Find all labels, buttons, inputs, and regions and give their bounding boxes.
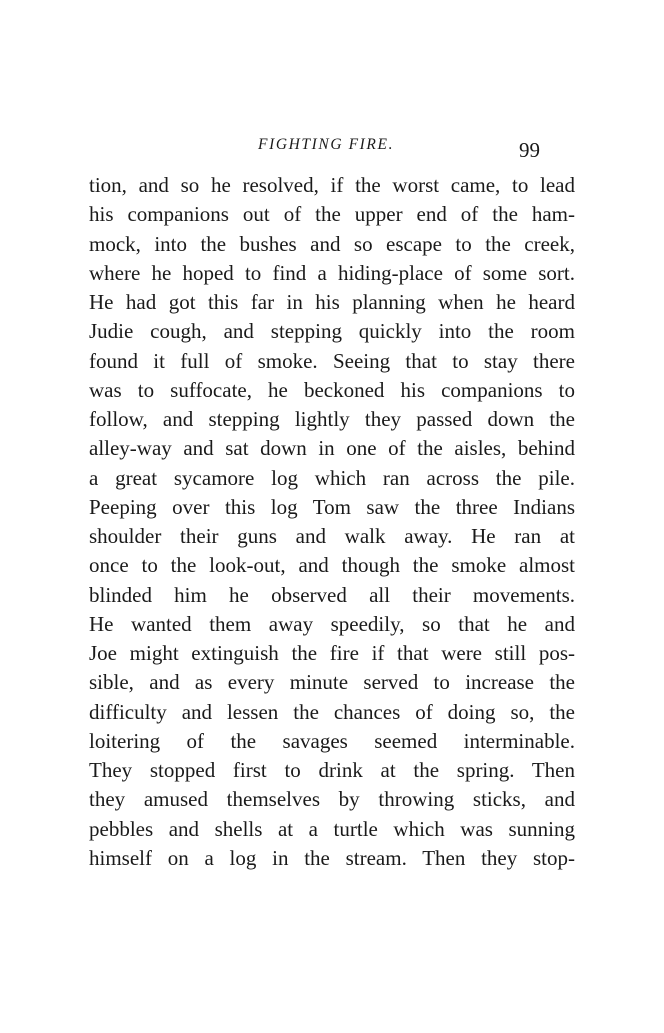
text-line: follow, and stepping lightly they passed down the bbox=[89, 407, 575, 431]
text-line: sible, and as every minute served to increase the bbox=[89, 670, 575, 695]
text-line: He wanted them away speedily, so that he and bbox=[89, 611, 575, 636]
text-line: Joe might extinguish the fire if that were still pos- bbox=[89, 641, 575, 665]
text-line: alley-way and sat down in one of the aisles, behind bbox=[89, 436, 575, 461]
text-line: shoulder their guns and walk away. He ran at bbox=[89, 524, 575, 548]
text-line: pebbles and shells at a turtle which was sunning bbox=[89, 816, 575, 841]
text-line: a great sycamore log which ran across the pile. bbox=[89, 465, 575, 490]
text-line: Peeping over this log Tom saw the three Indians bbox=[89, 494, 575, 519]
text-line: Judie cough, and stepping quickly into the room bbox=[89, 319, 575, 344]
text-line: where he hoped to find a hiding-place of some sort. bbox=[89, 260, 575, 285]
text-line: his companions out of the upper end of the ham- bbox=[89, 202, 575, 227]
text-line: They stopped first to drink at the spring. Then bbox=[89, 758, 575, 782]
text-line: tion, and so he resolved, if the worst came, to lead bbox=[89, 173, 575, 197]
running-head bbox=[0, 132, 664, 162]
text-line: loitering of the savages seemed interminable. bbox=[89, 728, 575, 753]
text-line: was to suffocate, he beckoned his companions to bbox=[89, 377, 575, 402]
body-text bbox=[89, 171, 575, 873]
running-title: FIGHTING FIRE. bbox=[258, 136, 395, 153]
text-line: once to the look-out, and though the smoke almost bbox=[89, 553, 575, 578]
text-line: himself on a log in the stream. Then they stop- bbox=[89, 845, 575, 870]
text-line: difficulty and lessen the chances of doing so, the bbox=[89, 699, 575, 724]
text-line: they amused themselves by throwing sticks, and bbox=[89, 787, 575, 812]
text-line: He had got this far in his planning when he heard bbox=[89, 290, 575, 314]
text-line: blinded him he observed all their movements. bbox=[89, 582, 575, 607]
text-line: mock, into the bushes and so escape to the creek, bbox=[89, 231, 575, 256]
text-line: found it full of smoke. Seeing that to stay there bbox=[89, 348, 575, 373]
page-number: 99 bbox=[519, 138, 540, 162]
